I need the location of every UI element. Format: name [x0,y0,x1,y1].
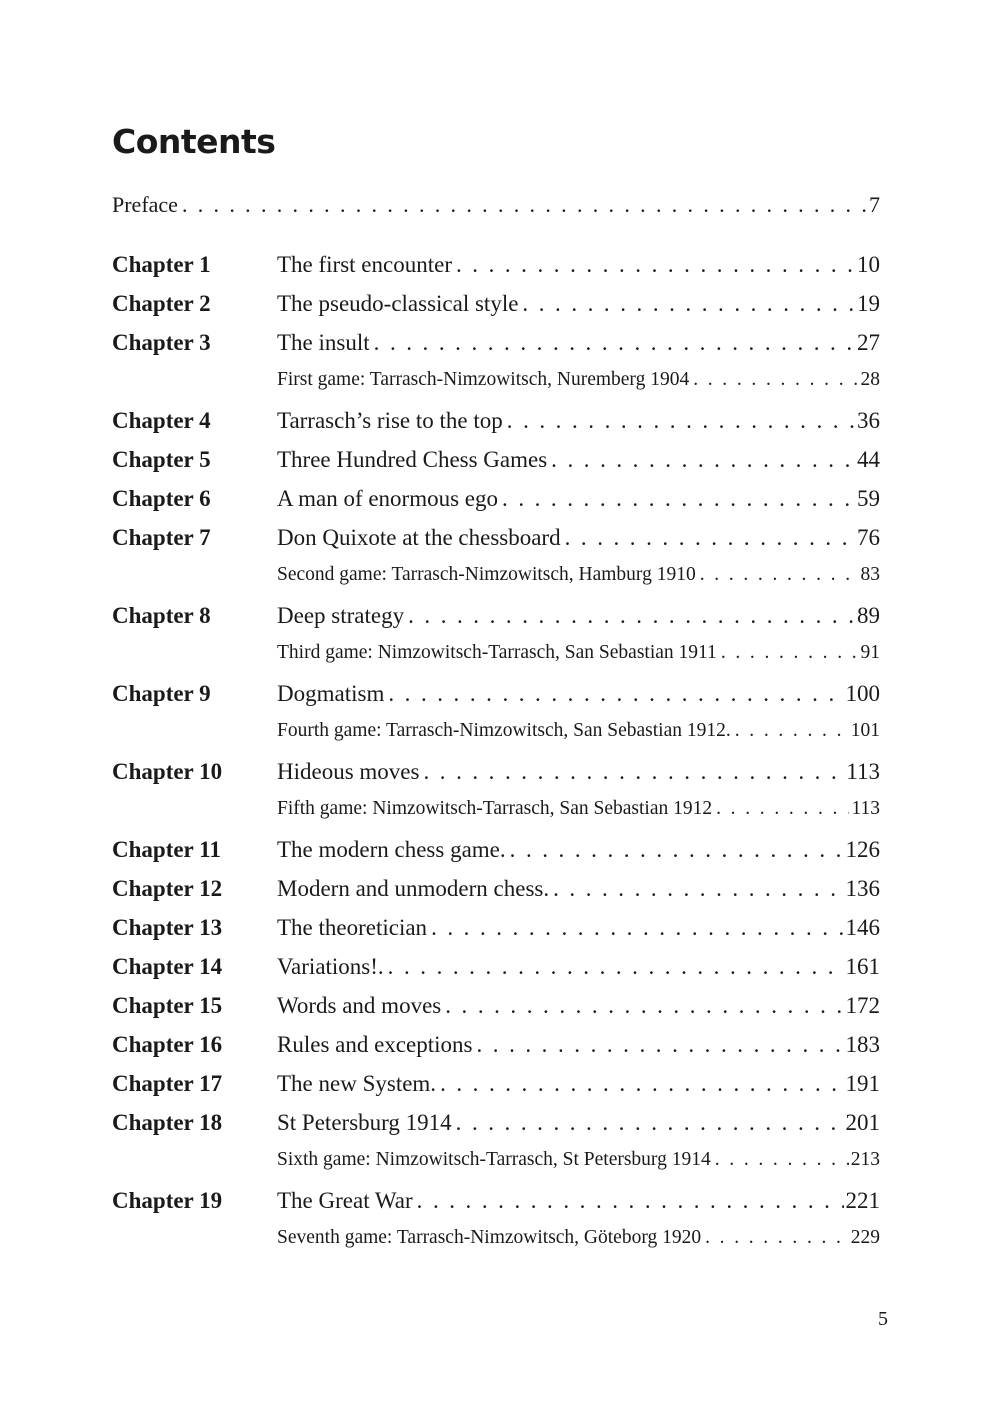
dot-leader [716,798,849,820]
chapter-label: Chapter 14 [112,954,223,979]
chapter-label: Chapter 7 [112,525,211,550]
entry-title: Sixth game: Nimzowitsch-Tarrasch, St Petersburg 1914 [277,1149,711,1170]
chapter-label: Chapter 5 [112,447,211,472]
page-number: 113 [846,759,880,784]
toc-entry-preface [112,192,880,222]
toc-entry [277,525,880,551]
entry-title: St Petersburg 1914 [277,1110,452,1135]
chapter-label: Chapter 12 [112,876,223,901]
toc-entry [277,408,880,434]
entry-title: Words and moves [277,993,442,1018]
entry-title: The pseudo-classical style [277,291,519,316]
toc-chapter-row [112,681,880,720]
entry-title: Don Quixote at the chessboard [277,525,561,550]
toc-entry [277,291,880,317]
chapter-label: Chapter 2 [112,291,211,316]
toc-chapter-row [112,954,880,993]
chapter-label: Chapter 10 [112,759,223,784]
toc-chapter-row [112,603,880,642]
toc-entry [277,1071,880,1097]
page-number: 136 [845,876,880,901]
dot-leader [721,642,859,664]
toc-entry [277,1032,880,1058]
dot-leader [423,759,844,785]
dot-leader [700,564,859,586]
entry-title: The new System. [277,1071,437,1096]
toc-entry [277,447,880,473]
toc-entry [277,759,880,785]
toc-entry [277,798,880,820]
dot-leader [693,369,858,391]
page-number: 201 [845,1110,880,1135]
toc-entry [277,642,880,664]
entry-title: Modern and unmodern chess. [277,876,550,901]
toc-entry [277,681,880,707]
dot-leader [565,525,855,551]
dot-leader [551,447,855,473]
page-number: 28 [860,369,880,390]
toc-game-row [112,798,880,837]
toc-chapter-row [112,837,880,876]
toc-entry [277,993,880,1019]
dot-leader [440,1071,843,1097]
entry-title: First game: Tarrasch-Nimzowitsch, Nuremberg 1904 [277,369,690,390]
toc-entry [277,837,880,863]
page-number: 126 [845,837,880,862]
page-number: 229 [850,1227,880,1248]
toc-chapter-row [112,876,880,915]
entry-title: Second game: Tarrasch-Nimzowitsch, Hamburg 1910 [277,564,696,585]
entry-title: Deep strategy [277,603,405,628]
dot-leader [456,1110,844,1136]
page-number: 172 [845,993,880,1018]
toc-entry [277,603,880,629]
page-number: 89 [857,603,880,628]
entry-title: Tarrasch’s rise to the top [277,408,503,433]
page-number: 10 [857,252,880,277]
chapter-label: Chapter 3 [112,330,211,355]
entry-title: The Great War [277,1188,413,1213]
entry-title: Seventh game: Tarrasch-Nimzowitsch, Göteborg 1920 [277,1227,702,1248]
page-number: 191 [845,1071,880,1096]
dot-leader [507,408,855,434]
dot-leader [502,486,855,512]
toc-game-row [112,720,880,759]
page-number: 19 [857,291,880,316]
toc-chapter-row [112,1188,880,1227]
chapter-label: Chapter 15 [112,993,223,1018]
page-number: 161 [845,954,880,979]
toc-chapter-row [112,993,880,1032]
dot-leader [445,993,843,1019]
page-number: 27 [857,330,880,355]
toc-chapter-row [112,1071,880,1110]
chapter-label: Chapter 13 [112,915,223,940]
toc-entry [277,720,880,742]
page-folio: 5 [878,1308,888,1330]
toc-chapter-row [112,447,880,486]
toc-game-row [112,1149,880,1188]
toc-entry [277,1188,880,1214]
page-number: 146 [845,915,880,940]
chapter-label: Chapter 6 [112,486,211,511]
toc-chapter-row [112,759,880,798]
chapter-label: Chapter 9 [112,681,211,706]
toc-chapter-row [112,1110,880,1149]
toc-entry [277,330,880,356]
toc-entry [277,1149,880,1171]
toc-entry [277,1227,880,1249]
chapter-label: Chapter 1 [112,252,211,277]
entry-title: The modern chess game. [277,837,506,862]
dot-leader [456,252,855,278]
toc-chapter-row [112,291,880,330]
dot-leader [735,720,849,742]
toc-chapter-row [112,915,880,954]
chapter-label: Chapter 16 [112,1032,223,1057]
toc-chapter-row [112,1032,880,1071]
toc-game-row [112,564,880,603]
toc-entry [277,486,880,512]
chapter-label: Chapter 11 [112,837,221,862]
dot-leader [522,291,855,317]
dot-leader [388,954,844,980]
page-number: 36 [857,408,880,433]
dot-leader [388,681,843,707]
toc-entry [277,1110,880,1136]
preface-title: Preface [112,192,178,217]
dot-leader [510,837,844,863]
page-number: 113 [851,798,880,819]
entry-title: Fifth game: Nimzowitsch-Tarrasch, San Sebastian 1912 [277,798,713,819]
toc-chapter-row [112,525,880,564]
entry-title: The theoretician [277,915,428,940]
chapter-label: Chapter 18 [112,1110,223,1135]
dot-leader [431,915,843,941]
page-number: 91 [860,642,880,663]
dot-leader [476,1032,843,1058]
dot-leader [182,192,867,218]
entry-title: Third game: Nimzowitsch-Tarrasch, San Sebastian 1911 [277,642,717,663]
dot-leader [417,1188,844,1214]
toc-chapter-row [112,486,880,525]
toc-chapter-row [112,330,880,369]
entry-title: The insult [277,330,370,355]
entry-title: The first encounter [277,252,452,277]
toc-entry [277,369,880,391]
toc-entry [277,915,880,941]
toc-game-row [112,642,880,681]
chapter-label: Chapter 8 [112,603,211,628]
dot-leader [705,1227,849,1249]
toc-chapter-row [112,408,880,447]
toc-game-row [112,369,880,408]
page-number: 83 [860,564,880,585]
entry-title: Three Hundred Chess Games [277,447,548,472]
toc-entry [277,954,880,980]
chapter-label: Chapter 4 [112,408,211,433]
toc-entry [277,252,880,278]
chapter-label: Chapter 17 [112,1071,223,1096]
toc-chapter-row [112,252,880,291]
toc-game-row [112,1227,880,1266]
page-number: 76 [857,525,880,550]
entry-title: A man of enormous ego [277,486,499,511]
dot-leader [553,876,843,902]
toc-entry [277,876,880,902]
page-number: 44 [857,447,880,472]
entry-title: Fourth game: Tarrasch-Nimzowitsch, San Sebastian 1912. [277,720,731,741]
page-title: Contents [112,122,276,161]
page-number: 221 [845,1188,880,1213]
chapter-label: Chapter 19 [112,1188,223,1213]
page-number: 59 [857,486,880,511]
page-number: 101 [850,720,880,741]
page-number: 100 [845,681,880,706]
page-number: 213 [850,1149,880,1170]
entry-title: Hideous moves [277,759,420,784]
page-number: 183 [845,1032,880,1057]
entry-title: Rules and exceptions [277,1032,473,1057]
dot-leader [715,1149,849,1171]
table-of-contents [112,252,880,1266]
toc-entry [277,564,880,586]
dot-leader [374,330,855,356]
entry-title: Dogmatism [277,681,385,706]
preface-page-number: 7 [869,192,880,217]
dot-leader [408,603,855,629]
entry-title: Variations!. [277,954,384,979]
